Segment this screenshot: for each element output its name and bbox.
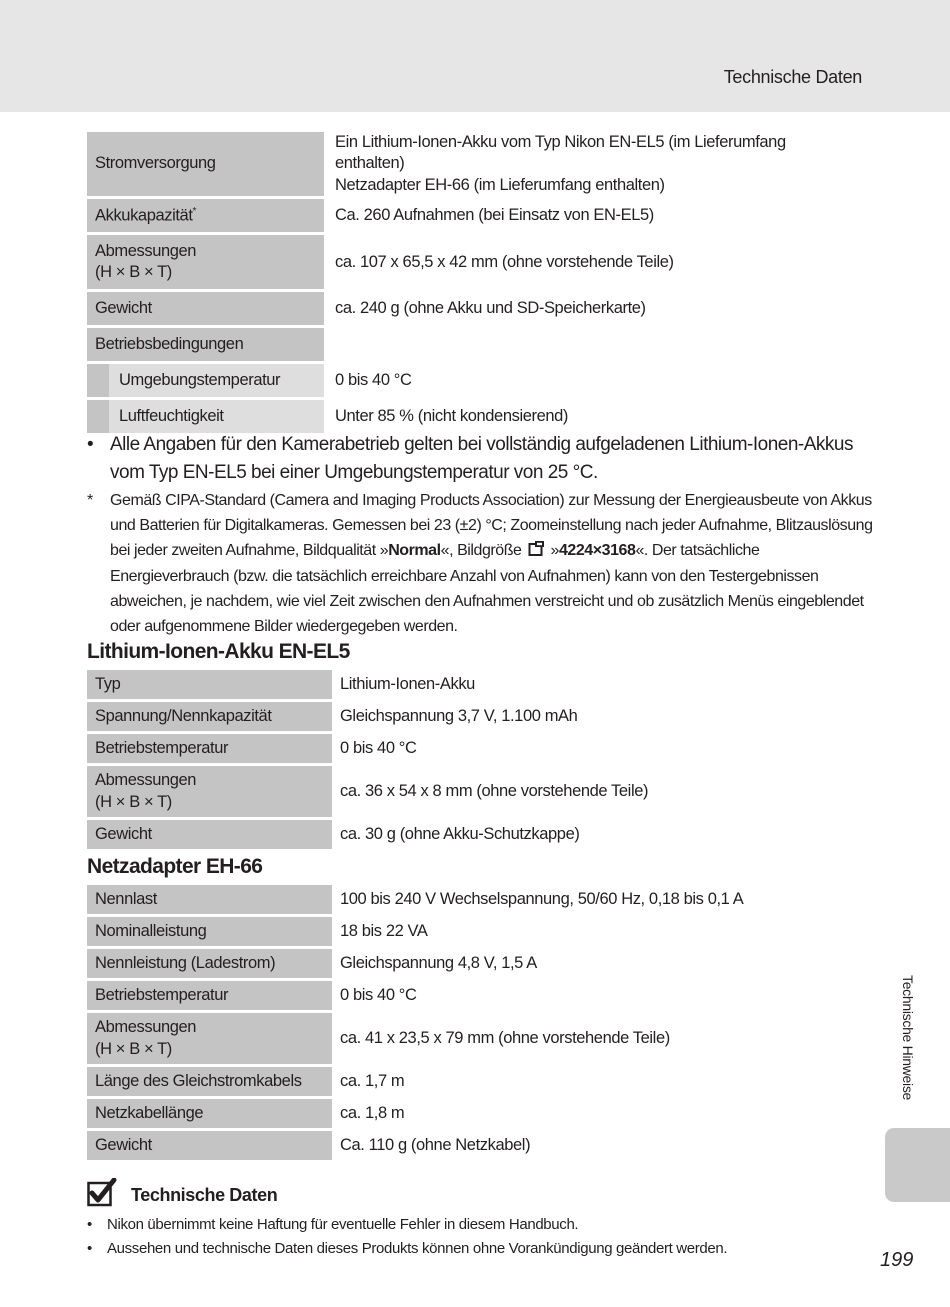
table-row: [87, 199, 847, 232]
spec-value: ca. 1,8 m: [332, 1099, 862, 1128]
table-row: [87, 132, 847, 196]
footnote: [87, 488, 877, 639]
adapter-section-title: Netzadapter EH-66: [87, 855, 263, 878]
side-tab-label: Technische Hinweise: [900, 975, 916, 1101]
list-item: • Aussehen und technische Daten dieses Produkts können ohne Vorankündigung geändert werden.: [87, 1237, 847, 1261]
spec-value: 100 bis 240 V Wechselspannung, 50/60 Hz, 0,18 bis 0,1 A: [332, 885, 862, 914]
spec-label: Abmessungen (H × B × T): [87, 1013, 332, 1064]
info-list: [87, 1213, 847, 1261]
table-row: [87, 328, 847, 361]
spec-value: Ca. 260 Aufnahmen (bei Einsatz von EN-EL5): [324, 199, 847, 232]
table-row: [87, 949, 862, 978]
table-row: [87, 670, 862, 699]
spec-value: [324, 328, 847, 361]
spec-sub-label: Luftfeuchtigkeit: [109, 400, 324, 433]
spec-label: Betriebstemperatur: [87, 734, 332, 763]
bullet-mark: •: [87, 434, 94, 455]
spec-value: 0 bis 40 °C: [332, 981, 862, 1010]
adapter-spec-table: [87, 882, 862, 1163]
spec-value: Lithium-Ionen-Akku: [332, 670, 862, 699]
spec-label: Abmessungen (H × B × T): [87, 235, 324, 289]
spec-value: 18 bis 22 VA: [332, 917, 862, 946]
spec-label: Akkukapazität*: [87, 199, 324, 232]
battery-spec-table: [87, 667, 862, 852]
spec-label: Typ: [87, 670, 332, 699]
table-row: [87, 981, 862, 1010]
checkmark-icon: [87, 1178, 117, 1208]
table-row: [87, 702, 862, 731]
page-number: 199: [880, 1249, 914, 1271]
list-item: • Nikon übernimmt keine Haftung für eventuelle Fehler in diesem Handbuch.: [87, 1213, 847, 1237]
spec-value: ca. 41 x 23,5 x 79 mm (ohne vorstehende Teile): [332, 1013, 862, 1064]
spec-label: Länge des Gleichstromkabels: [87, 1067, 332, 1096]
table-row: [87, 1131, 862, 1160]
indent-bar: [87, 400, 324, 433]
spec-label: Abmessungen (H × B × T): [87, 766, 332, 817]
operating-note: [87, 431, 877, 487]
table-row: [87, 292, 847, 325]
spec-value: ca. 1,7 m: [332, 1067, 862, 1096]
spec-label: Nennlast: [87, 885, 332, 914]
spec-label: Netzkabellänge: [87, 1099, 332, 1128]
spec-value: Ca. 110 g (ohne Netzkabel): [332, 1131, 862, 1160]
spec-value: Ein Lithium-Ionen-Akku vom Typ Nikon EN-EL5 (im Lieferumfang enthalten) Netzadapter EH-66 (im Lieferumfang enthalten): [324, 132, 847, 196]
spec-label: Nennleistung (Ladestrom): [87, 949, 332, 978]
spec-value: ca. 240 g (ohne Akku und SD-Speicherkarte): [324, 292, 847, 325]
table-row: [87, 734, 862, 763]
table-row: [87, 885, 862, 914]
spec-label: Betriebstemperatur: [87, 981, 332, 1010]
table-row: [87, 1067, 862, 1096]
header-title: Technische Daten: [723, 67, 862, 87]
battery-section-title: Lithium-Ionen-Akku EN-EL5: [87, 640, 350, 663]
table-row: [87, 917, 862, 946]
spec-value: Unter 85 % (nicht kondensierend): [324, 400, 847, 433]
camera-spec-table: [87, 129, 847, 436]
spec-value: ca. 30 g (ohne Akku-Schutzkappe): [332, 820, 862, 849]
spec-value: ca. 107 x 65,5 x 42 mm (ohne vorstehende Teile): [324, 235, 847, 289]
table-row: [87, 1013, 862, 1064]
footnote-mark: *: [87, 492, 93, 509]
spec-label: Spannung/Nennkapazität: [87, 702, 332, 731]
spec-label: Nominalleistung: [87, 917, 332, 946]
spec-label: Gewicht: [87, 820, 332, 849]
page-header: [0, 0, 950, 112]
indent-bar: [87, 364, 324, 397]
side-tab[interactable]: [885, 1128, 950, 1202]
spec-value: Gleichspannung 4,8 V, 1,5 A: [332, 949, 862, 978]
table-row: [87, 364, 847, 397]
spec-value: 0 bis 40 °C: [332, 734, 862, 763]
table-row: [87, 400, 847, 433]
table-row: [87, 235, 847, 289]
spec-value: 0 bis 40 °C: [324, 364, 847, 397]
footnote-mark: *: [192, 205, 197, 217]
image-size-icon: [528, 541, 545, 557]
spec-value: Gleichspannung 3,7 V, 1.100 mAh: [332, 702, 862, 731]
spec-label: Gewicht: [87, 292, 324, 325]
spec-sub-label: Umgebungstemperatur: [109, 364, 324, 397]
spec-value: ca. 36 x 54 x 8 mm (ohne vorstehende Teile): [332, 766, 862, 817]
spec-label: Stromversorgung: [87, 132, 324, 196]
info-title: Technische Daten: [131, 1185, 278, 1205]
spec-label: Gewicht: [87, 1131, 332, 1160]
table-row: [87, 1099, 862, 1128]
footnote-text: Gemäß CIPA-Standard (Camera and Imaging Products Association) zur Messung der Energieausbeute von Akkus und Batterien für Digitalkameras. Gemessen bei 23 (±2) °C; Zoomeinstellung nach jeder Aufnahme, Blitzauslösung bei jeder zweiten Aufnahme, Bildqualität »Normal«, Bildgröße »4224×3168«. Der tatsächliche Energieverbrauch (bzw. die tatsächlich erreichbare Anzahl von Aufnahmen) kann von den Testergebnissen abweichen, je nachdem, wie viel Zeit zwischen den Aufnahmen verstreicht und ob zusätzlich Menüs eingeblendet oder aufgenommene Bilder wiedergegeben werden.: [110, 492, 873, 636]
table-row: [87, 766, 862, 817]
table-row: [87, 820, 862, 849]
spec-label: Betriebsbedingungen: [87, 328, 324, 361]
operating-note-text: Alle Angaben für den Kamerabetrieb gelten bei vollständig aufgeladenen Lithium-Ionen-Akkus vom Typ EN-EL5 bei einer Umgebungstemperatur von 25 °C.: [110, 434, 853, 483]
